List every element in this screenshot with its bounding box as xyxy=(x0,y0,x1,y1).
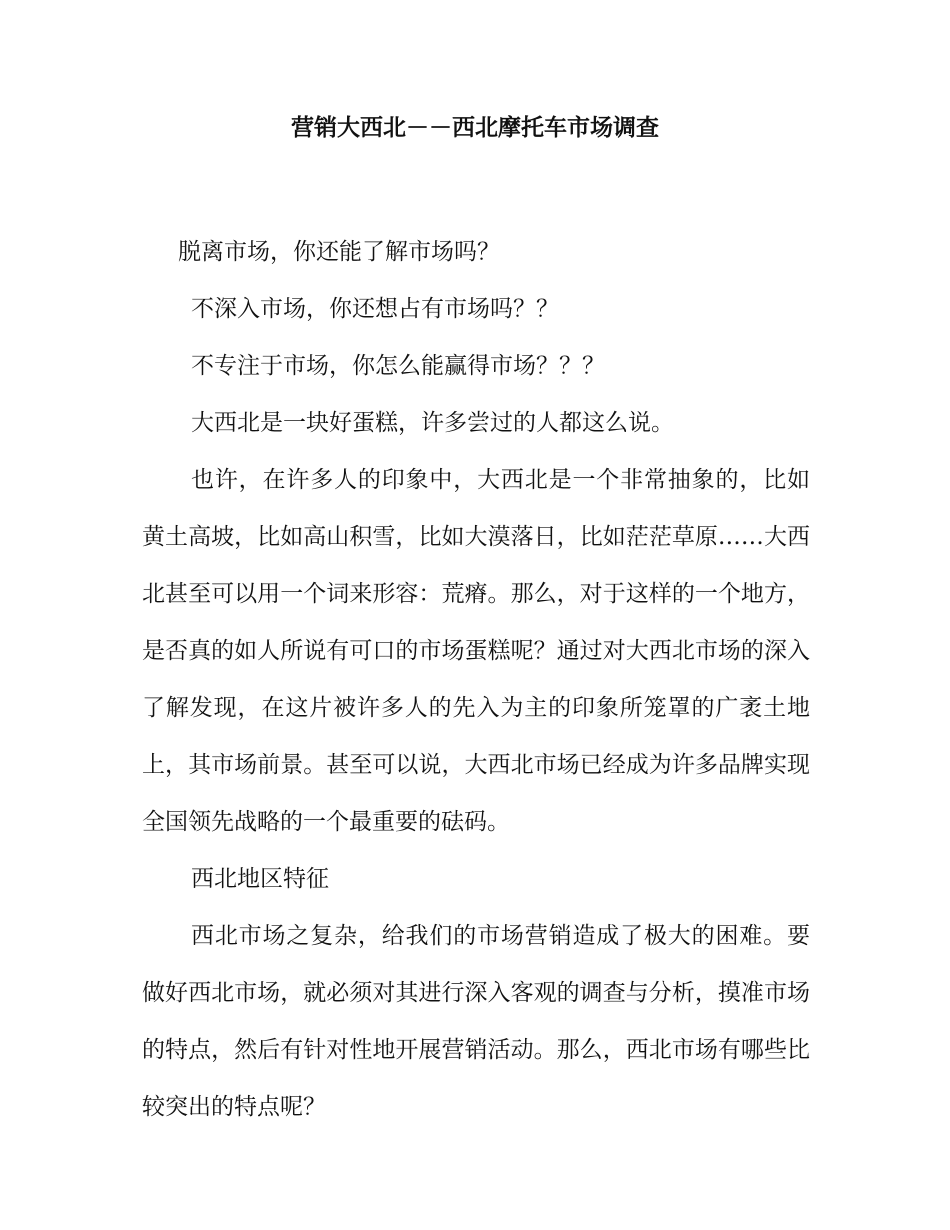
document-body xyxy=(142,224,810,1136)
paragraph-5: 也许，在许多人的印象中，大西北是一个非常抽象的，比如黄土高坡，比如高山积雪，比如大漠落日，比如茫茫草原……大西北甚至可以用一个词来形容：荒瘠。那么，对于这样的一个地方，是否真的如人所说有可口的市场蛋糕呢？通过对大西北市场的深入了解发现，在这片被许多人的先入为主的印象所笼罩的广袤土地上，其市场前景。甚至可以说，大西北市场已经成为许多品牌实现全国领先战略的一个最重要的砝码。 xyxy=(142,467,810,835)
section-heading-northwest-features: 西北地区特征 xyxy=(191,866,329,892)
paragraph-4: 大西北是一块好蛋糕，许多尝过的人都这么说。 xyxy=(191,410,674,436)
paragraph-3: 不专注于市场，你怎么能赢得市场？？？ xyxy=(191,353,605,379)
paragraph-7: 西北市场之复杂，给我们的市场营销造成了极大的困难。要做好西北市场，就必须对其进行深入客观的调查与分析，摸准市场的特点，然后有针对性地开展营销活动。那么，西北市场有哪些比较突出的特点呢？ xyxy=(142,923,810,1120)
paragraph-2: 不深入市场，你还想占有市场吗？？ xyxy=(191,296,559,322)
paragraph-1: 脱离市场，你还能了解市场吗？ xyxy=(178,239,500,265)
document-title: 营销大西北－－西北摩托车市场调查 xyxy=(291,114,659,141)
